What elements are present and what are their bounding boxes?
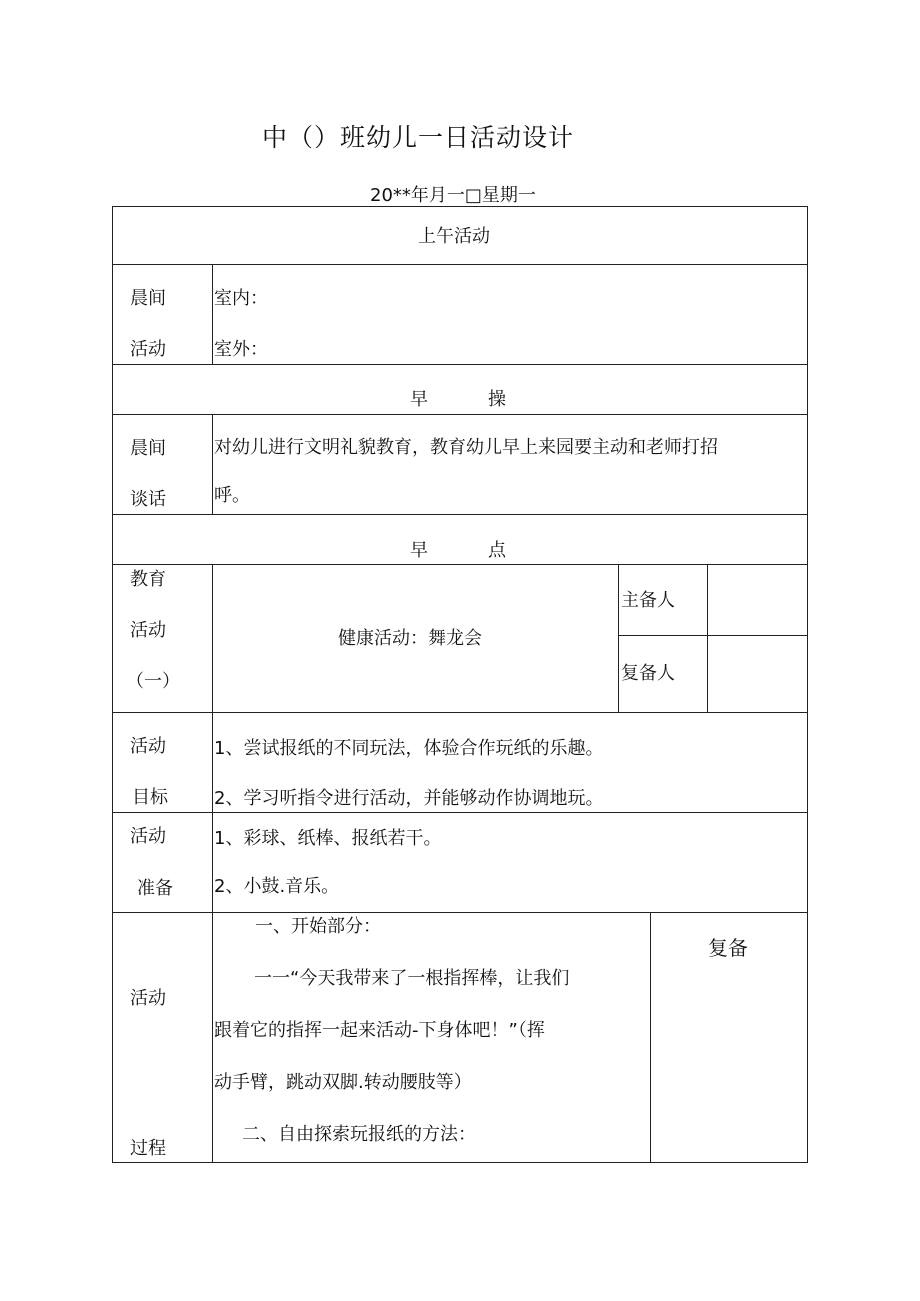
table-col-divider	[650, 912, 651, 1162]
date-line: 20**年月一□星期一	[370, 185, 536, 206]
education-activity-label: 教育	[130, 569, 166, 590]
education-activity-content: 健康活动：舞龙会	[338, 628, 482, 649]
table-border-right	[807, 206, 808, 1162]
process-step-heading: 二、自由探索玩报纸的方法：	[242, 1124, 476, 1145]
indoor-activity: 室内：	[214, 288, 268, 309]
process-text: 一一“今天我带来了一根指挥棒，让我们	[254, 968, 570, 989]
morning-talk-text: 呼。	[214, 485, 250, 506]
table-col-divider	[212, 414, 213, 514]
morning-talk-text: 对幼儿进行文明礼貌教育，教育幼儿早上来园要主动和老师打招	[214, 437, 718, 458]
activity-goal-item: 2、学习听指令进行活动，并能够动作协调地玩。	[214, 788, 604, 809]
table-col-divider	[618, 564, 619, 712]
activity-process-label: 过程	[130, 1138, 166, 1159]
morning-activity-label: 活动	[130, 339, 166, 360]
table-row-divider	[112, 414, 808, 415]
activity-goal-item: 1、尝试报纸的不同玩法，体验合作玩纸的乐趣。	[214, 738, 604, 759]
education-activity-label: 活动	[130, 620, 166, 641]
table-row-divider	[112, 912, 808, 913]
activity-process-label: 活动	[130, 988, 166, 1009]
table-row-divider	[112, 264, 808, 265]
activity-prep-label: 活动	[130, 826, 166, 847]
table-row-divider	[112, 364, 808, 365]
main-preparer-label: 主备人	[621, 590, 675, 611]
table-border-top	[112, 206, 808, 207]
activity-prep-label: 准备	[137, 878, 173, 899]
table-border-left	[112, 206, 113, 1162]
table-row-divider	[112, 712, 808, 713]
co-preparer-label: 复备人	[621, 663, 675, 684]
review-notes-label: 复备	[708, 936, 748, 960]
morning-exercise-header: 早操	[410, 389, 566, 410]
outdoor-activity: 室外：	[214, 339, 268, 360]
morning-activity-label: 晨间	[130, 288, 166, 309]
table-row-divider	[112, 812, 808, 813]
table-border-bottom	[112, 1162, 808, 1163]
table-row-divider	[112, 564, 808, 565]
morning-talk-label: 谈话	[130, 489, 166, 510]
activity-goals-label: 活动	[130, 736, 166, 757]
activity-prep-item: 1、彩球、纸棒、报纸若干。	[214, 828, 442, 849]
page-title: 中（）班幼儿一日活动设计	[262, 123, 575, 152]
process-text: 动手臂，跳动双脚.转动腰肢等）	[214, 1072, 472, 1093]
morning-activities-header: 上午活动	[418, 226, 490, 247]
table-col-divider	[212, 264, 213, 364]
process-text: 跟着它的指挥一起来活动-下身体吧！”（挥	[214, 1020, 545, 1041]
process-step-heading: 一、开始部分：	[255, 916, 381, 937]
morning-talk-label: 晨间	[130, 438, 166, 459]
activity-goals-label: 目标	[132, 787, 168, 808]
table-col-divider	[212, 564, 213, 1162]
table-row-divider	[112, 514, 808, 515]
education-activity-label: （一）	[126, 671, 180, 692]
table-cell-divider	[618, 635, 808, 636]
snack-header: 早点	[410, 540, 566, 561]
table-col-divider	[707, 564, 708, 712]
activity-prep-item: 2、小鼓.音乐。	[214, 876, 340, 897]
